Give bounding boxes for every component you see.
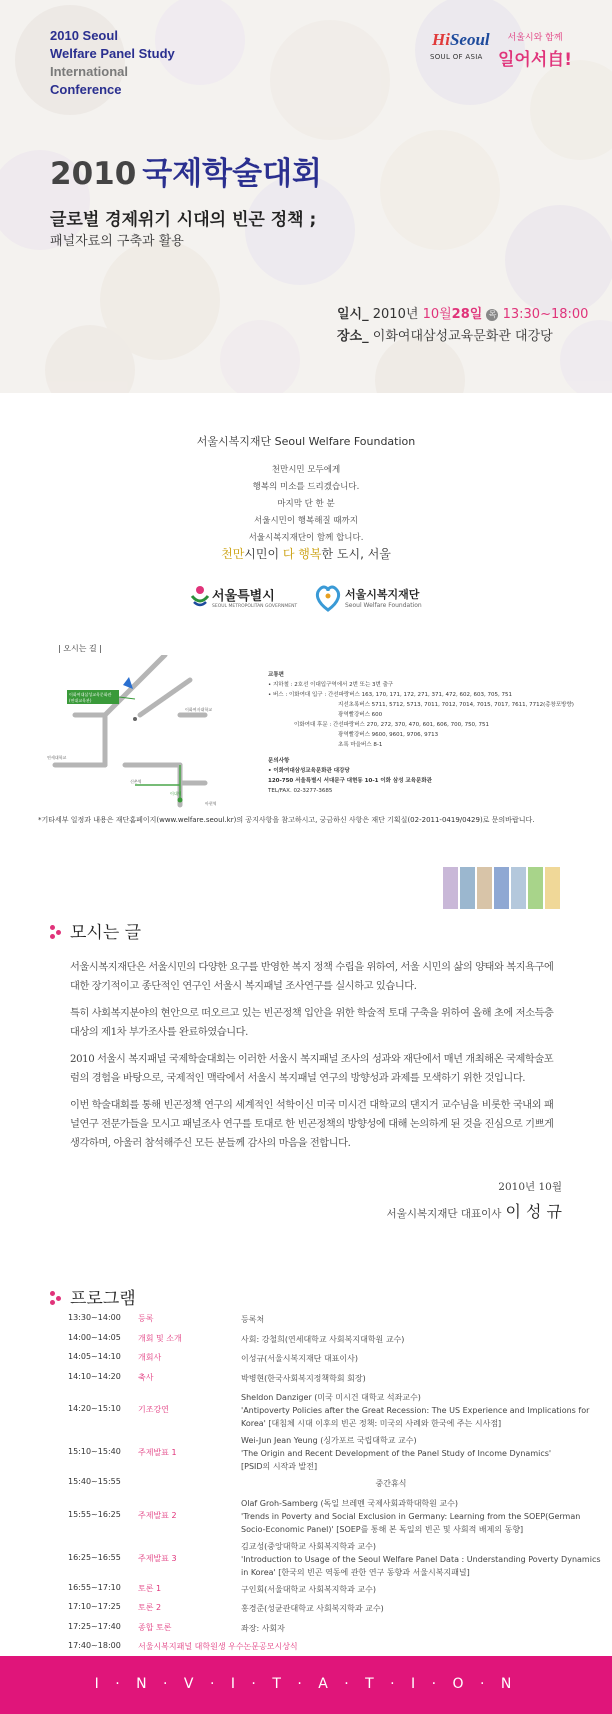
transport-line: 120-750 서울특별시 서대문구 대현동 10-1 이화 삼성 교육문화관 — [268, 778, 432, 784]
transport-line: 지선초록버스 5711, 5712, 5713, 7011, 7012, 7014, 7015, 7017, 7611, 7712(총창포방향) — [338, 702, 574, 708]
program-row — [68, 1602, 588, 1622]
logo2-text: 서울시복지재단 — [345, 588, 420, 601]
logo-tagline: SOUL OF ASIA — [430, 53, 483, 61]
program-session: 주제발표 1 — [138, 1448, 177, 1457]
conference-line: 2010 Seoul — [50, 28, 118, 43]
transport-line: 교통편 — [268, 672, 284, 678]
hi-seoul-logo — [430, 26, 496, 68]
footer-banner — [0, 1656, 612, 1714]
program-description-line: 'Trends in Poverty and Social Exclusion in Germany: Learning from the SOEP(German — [241, 1511, 581, 1521]
color-swatch — [460, 867, 475, 909]
transport-line: 광역빨강버스 9600, 9601, 9706, 9713 — [338, 732, 439, 738]
color-swatch — [494, 867, 509, 909]
seoul-city-logo — [190, 582, 300, 616]
map-label: 아현역 — [205, 801, 217, 806]
invitation-body — [70, 958, 562, 1161]
program-session: 서울시복지패널 대학원생 우수논문공모시상식 — [138, 1642, 298, 1651]
program-description — [241, 1622, 285, 1635]
program-row — [68, 1333, 588, 1353]
program-description-line: 구인회(서울대학교 사회복지학과 교수) — [241, 1584, 376, 1594]
invitation-date: 2010년 10월 — [498, 1181, 562, 1193]
date-time: 13:30~18:00 — [502, 307, 589, 322]
program-description-line: 등록처 — [241, 1315, 265, 1324]
program-description — [241, 1333, 404, 1346]
conference-line: International — [50, 64, 129, 79]
program-row — [68, 1434, 588, 1477]
foundation-message-line: 서울시민이 행복해질 때까지 — [254, 516, 358, 526]
motto-part: 다 행복 — [282, 547, 322, 561]
program-row — [68, 1583, 588, 1603]
program-time: 13:30~14:00 — [68, 1313, 121, 1322]
map-label: 이대역 — [170, 791, 182, 796]
signer-title: 서울시복지재단 대표이사 — [386, 1208, 502, 1220]
transport-line: • 이화여대삼성교육문화관 대강당 — [268, 768, 350, 774]
signature — [387, 1199, 562, 1222]
program-description-line: Sheldon Danziger (미국 미시건 대학교 석좌교수) — [241, 1393, 421, 1402]
foundation-name: 서울시복지재단 Seoul Welfare Foundation — [196, 435, 416, 448]
program-row — [68, 1391, 588, 1434]
program-description-line: 홍경준(성균관대학교 사회복지학과 교수) — [241, 1604, 384, 1613]
transport-line: • 지하철 : 2호선 이대입구역에서 2번 또는 3번 출구 — [268, 682, 394, 688]
header-banner — [0, 0, 612, 393]
program-table — [68, 1313, 601, 1661]
program-description — [241, 1313, 264, 1326]
program-description-line: 'Introduction to Usage of the Seoul Welfare Panel Data : Understanding Poverty Dynamics — [241, 1554, 601, 1564]
date-year: 2010년 — [372, 307, 419, 322]
program-row — [68, 1622, 588, 1642]
transport-line: 초록 마을버스 8-1 — [338, 742, 383, 748]
color-swatch — [545, 867, 560, 909]
program-description — [241, 1477, 541, 1490]
program-time: 17:25~17:40 — [68, 1621, 121, 1631]
program-description-line: Korea' [대침체 시대 이후의 빈곤 정책: 미국의 사례와 한국에 주는 시사점] — [241, 1419, 502, 1428]
motto-part: 천만 — [221, 547, 245, 561]
program-row — [68, 1540, 601, 1583]
map-label: (연대교육관) — [69, 698, 92, 703]
invitation-paragraph: 특히 사회복지분야의 현안으로 떠오르고 있는 빈곤정책 입안을 위한 학술적 토대 구축을 위하여 올해 초에 저소득층 대상의 제1차 부가조사를 완료하였습니다. — [70, 1008, 554, 1038]
motto-part: 한 도시, 서울 — [321, 547, 391, 561]
program-row — [68, 1372, 588, 1392]
bullet-dots-icon — [50, 925, 64, 939]
program-description-line: 사회: 강철희(연세대학교 사회복지대학원 교수) — [241, 1334, 405, 1344]
program-time: 15:55~16:25 — [68, 1509, 121, 1519]
conference-line: Conference — [50, 82, 122, 97]
program-description-line: Wei-Jun Jean Yeung (싱가포르 국립대학교 교수) — [241, 1436, 417, 1445]
date-month: 10월 — [422, 307, 452, 322]
program-description-line: 김교성(중앙대학교 사회복지학과 교수) — [241, 1541, 376, 1551]
date-day: 28일 — [451, 307, 483, 322]
program-row — [68, 1497, 588, 1540]
program-time: 15:10~15:40 — [68, 1447, 121, 1456]
location-map — [45, 655, 260, 810]
map-label: 신촌역 — [130, 779, 142, 784]
program-description-line: in Korea' [한국의 빈곤 역동에 관한 연구 동향과 서울시복지패널] — [241, 1567, 470, 1577]
program-time: 17:10~17:25 — [68, 1602, 121, 1611]
program-row — [68, 1313, 588, 1333]
program-row — [68, 1477, 588, 1497]
program-row — [68, 1352, 588, 1372]
color-swatches — [443, 867, 563, 909]
transport-line: 광역빨강버스 600 — [338, 712, 383, 718]
program-time: 16:25~16:55 — [68, 1552, 121, 1562]
program-description-line: 이성규(서울시복지재단 대표이사) — [241, 1354, 358, 1363]
foundation-motto — [0, 545, 612, 562]
foundation-message-line: 마지막 단 한 분 — [277, 499, 335, 509]
section-heading-program — [50, 1284, 136, 1309]
program-description-line: 중간휴식 — [375, 1479, 407, 1488]
color-swatch — [511, 867, 526, 909]
color-swatch — [477, 867, 492, 909]
program-description — [241, 1372, 366, 1385]
program-session: 등록 — [138, 1314, 154, 1323]
program-time: 14:20~15:10 — [68, 1404, 121, 1413]
slogan-big: 일어서自! — [498, 50, 573, 70]
section-heading-invitation — [50, 918, 141, 943]
color-swatch — [528, 867, 543, 909]
transport-info — [268, 670, 574, 796]
date-label: 일시_ — [337, 307, 369, 322]
program-session: 토론 1 — [138, 1583, 162, 1593]
map-label: 이화여대삼성교육문화관 — [69, 692, 112, 697]
slogan — [498, 30, 572, 70]
heading-text: 프로그램 — [70, 1289, 136, 1309]
program-session: 축사 — [138, 1372, 154, 1382]
program-time: 17:40~18:00 — [68, 1641, 121, 1650]
invitation-paragraph: 2010 서울시 복지패널 국제학술대회는 이러한 서울시 복지패널 조사의 성과와 재단에서 매년 개최해온 국제학술포럼의 경험을 바탕으로, 국제적인 맥락에서 서울시 복지패널 연구의 방향성과 과제를 모색하기 위한 것입니다. — [70, 1054, 554, 1084]
heart-emblem-icon — [315, 584, 341, 612]
conference-line: Welfare Panel Study — [50, 46, 175, 61]
logo-hi: Hi — [432, 30, 450, 49]
program-time: 14:10~14:20 — [68, 1371, 121, 1381]
program-description-line: [PSID의 시작과 발전] — [241, 1462, 318, 1471]
logo1-subtext: SEOUL METROPOLITAN GOVERNMENT — [212, 604, 298, 609]
invitation-paragraph: 서울시복지재단은 서울시민의 다양한 요구를 반영한 복지 정책 수립을 위하여, 서울 시민의 삶의 양태와 복지욕구에 대한 장기적이고 종단적인 연구인 서울시 복지패널 조사연구를 실시하고 있습니다. — [70, 962, 554, 992]
conference-title — [50, 27, 175, 99]
invitation-paragraph: 이번 학술대회를 통해 빈곤정책 연구의 세계적인 석학이신 미국 미시건 대학교의 댄지거 교수님을 비롯한 국내외 패널연구 전문가들을 모시고 패널조사 연구를 토대로 한 빈곤정책의 방향성에 대해 논의하게 된 것을 진심으로 기쁘게 생각하며, 아울러 참석해주신 모든 분들께 감사의 마음을 전합니다. — [70, 1100, 554, 1149]
program-description — [241, 1352, 358, 1365]
notice-text: *기타세부 일정과 내용은 재단홈페이지(www.welfare.seoul.kr)의 공지사항을 참고하시고, 궁금하신 사항은 재단 기획실(02-2011-0419/0429)로 문의바랍니다. — [38, 816, 535, 824]
signer-name: 이 성 규 — [505, 1202, 562, 1221]
program-description — [241, 1391, 589, 1430]
subtitle-main: 글로벌 경제위기 시대의 빈곤 정책 ; — [50, 210, 317, 230]
bullet-dots-icon — [50, 1291, 64, 1305]
logo-seoul: Seoul — [449, 30, 490, 49]
foundation-message-line: 천만시민 모두에게 — [271, 465, 341, 475]
transport-line: 이화여대 후문 : 간선파랑버스 270, 272, 370, 470, 601, 606, 700, 750, 751 — [294, 722, 490, 728]
place-label: 장소_ — [337, 329, 369, 344]
seoul-city-emblem-icon — [190, 584, 210, 608]
program-session: 주제발표 3 — [138, 1553, 177, 1563]
place-name: 이화여대삼성교육문화관 대강당 — [372, 329, 553, 344]
program-description — [241, 1540, 601, 1579]
title-year: 2010 — [50, 156, 137, 192]
event-date — [337, 303, 588, 322]
foundation-message-line: 행복의 미소를 드리겠습니다. — [252, 482, 360, 492]
program-description — [241, 1602, 384, 1615]
program-session: 종합 토론 — [138, 1622, 172, 1632]
heading-text: 모시는 글 — [70, 923, 142, 943]
program-time: 16:55~17:10 — [68, 1582, 121, 1592]
date-weekday: 목 — [486, 309, 498, 321]
program-description-line: 'The Origin and Recent Development of the Panel Study of Income Dynamics' — [241, 1449, 552, 1458]
transport-line: 문의사항 — [268, 758, 290, 764]
program-time: 14:05~14:10 — [68, 1352, 121, 1361]
program-description-line: 좌장: 사회자 — [241, 1623, 285, 1633]
transport-line: • 버스 : 이화여대 입구 : 간선파랑버스 163, 170, 171, 172, 271, 371, 472, 602, 603, 705, 751 — [268, 692, 513, 698]
directions-label: | 오시는 길 | — [58, 644, 102, 653]
program-description-line: Olaf Groh-Samberg (독일 브레멘 국제사회과학대학원 교수) — [241, 1498, 459, 1508]
logo1-text: 서울특별시 — [212, 589, 275, 604]
transport-line: TEL/FAX. 02-3277-3685 — [268, 788, 333, 794]
footer-text: I · N · V · I · T · A · T · I · O · N — [94, 1676, 518, 1692]
motto-part: 시민이 — [244, 547, 283, 561]
partner-logos — [190, 582, 430, 616]
program-description — [241, 1497, 580, 1536]
slogan-small: 서울시와 함께 — [507, 33, 563, 43]
program-description-line: 박병현(한국사회복지정책학회 회장) — [241, 1373, 366, 1383]
program-session: 개회 및 소개 — [138, 1333, 182, 1343]
program-session: 토론 2 — [138, 1603, 162, 1612]
main-title — [50, 156, 322, 192]
title-korean: 국제학술대회 — [142, 156, 322, 192]
subtitle-secondary: 패널자료의 구축과 활용 — [50, 234, 184, 249]
program-description-line: 'Antipoverty Policies after the Great Recession: The US Experience and Implications for — [241, 1406, 590, 1415]
program-description-line: Socio-Economic Panel)' [SOEP를 통해 본 독일의 빈곤 및 사회적 배제의 동향] — [241, 1524, 524, 1534]
welfare-foundation-logo — [315, 582, 435, 616]
program-session: 개회사 — [138, 1353, 162, 1362]
program-description — [241, 1434, 551, 1473]
logo2-subtext: Seoul Welfare Foundation — [345, 602, 422, 609]
program-time: 14:00~14:05 — [68, 1332, 121, 1342]
program-session: 주제발표 2 — [138, 1510, 177, 1520]
map-label: 이화여자대학교 — [185, 707, 213, 712]
event-place — [337, 325, 553, 344]
program-session: 기조강연 — [138, 1405, 169, 1414]
map-label: 연세대학교 — [47, 755, 67, 760]
program-description — [241, 1583, 376, 1596]
foundation-message-line: 서울시복지재단이 함께 합니다. — [248, 533, 364, 543]
program-time: 15:40~15:55 — [68, 1477, 121, 1486]
color-swatch — [443, 867, 458, 909]
